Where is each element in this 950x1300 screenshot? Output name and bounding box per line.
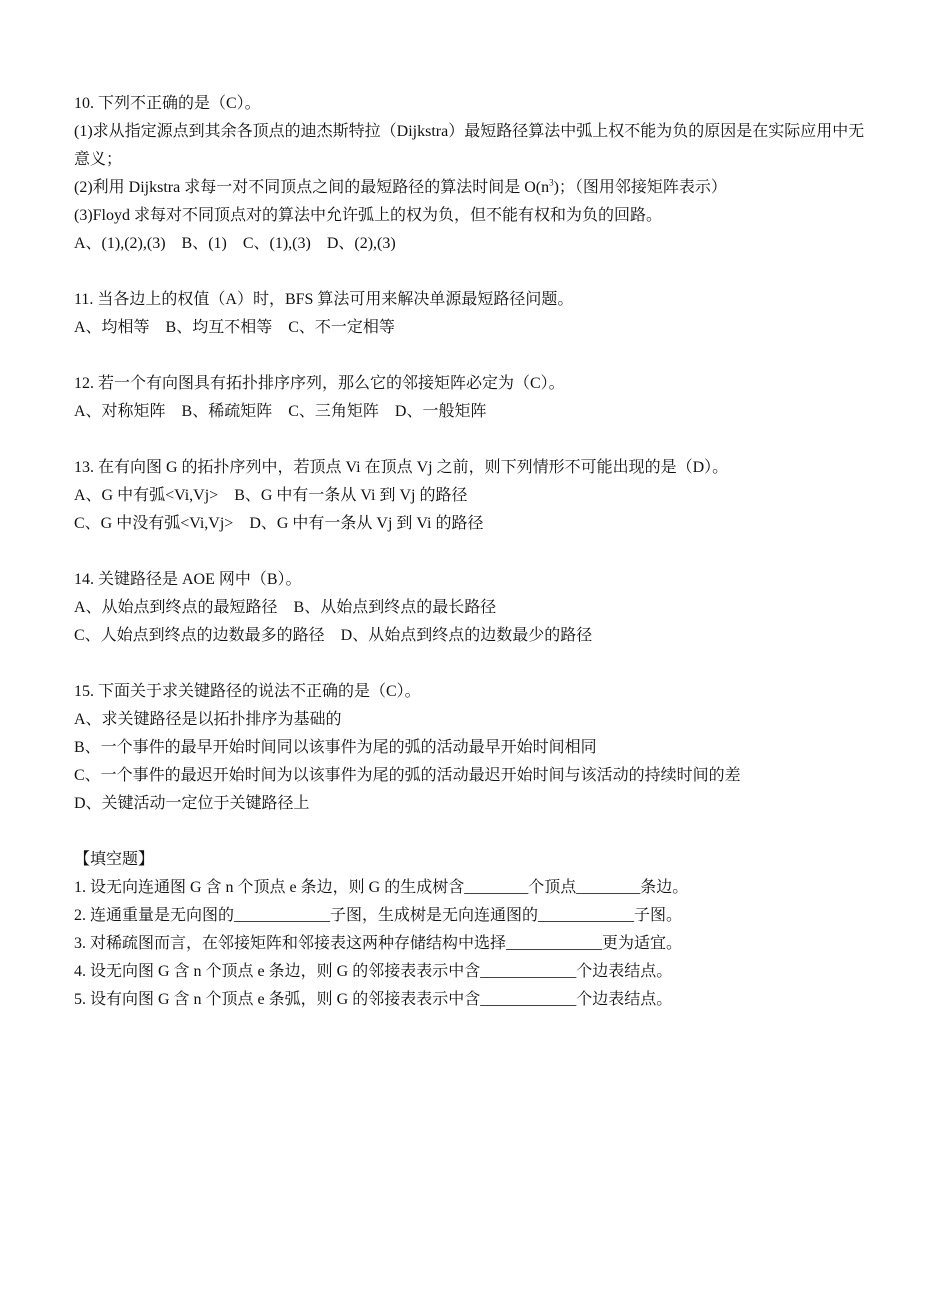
question-14-options-cd: C、人始点到终点的边数最多的路径 D、从始点到终点的边数最少的路径	[74, 627, 593, 644]
question-15-option-a: A、求关键路径是以拓扑排序为基础的	[74, 711, 342, 728]
question-10-item-2-exponent: 3	[549, 177, 554, 188]
question-11-stem: 11. 当各边上的权值（A）时，BFS 算法可用来解决单源最短路径问题。	[74, 291, 574, 308]
question-10-item-2-text: (2)利用 Dijkstra 求每一对不同顶点之间的最短路径的算法时间是 O(n	[74, 179, 550, 196]
question-15-option-b: B、一个事件的最早开始时间同以该事件为尾的弧的活动最早开始时间相同	[74, 739, 597, 756]
question-12-stem: 12. 若一个有向图具有拓扑排序序列，那么它的邻接矩阵必定为（C）。	[74, 375, 565, 392]
question-13-options-cd: C、G 中没有弧<Vi,Vj> D、G 中有一条从 Vj 到 Vi 的路径	[74, 515, 484, 532]
question-12-options: A、对称矩阵 B、稀疏矩阵 C、三角矩阵 D、一般矩阵	[74, 403, 487, 420]
question-10-stem: 10. 下列不正确的是（C）。	[74, 95, 261, 112]
spacer	[74, 342, 874, 370]
question-13-stem: 13. 在有向图 G 的拓扑序列中，若顶点 Vi 在顶点 Vj 之前，则下列情形不可能出现的是（D）。	[74, 459, 729, 476]
spacer	[74, 426, 874, 454]
question-13	[74, 454, 874, 538]
fill-in-item: 3. 对稀疏图而言，在邻接矩阵和邻接表这两种存储结构中选择____________更为适宜。	[74, 935, 683, 952]
question-12	[74, 370, 874, 426]
fill-in-item: 4. 设无向图 G 含 n 个顶点 e 条边，则 G 的邻接表表示中含____________个边表结点。	[74, 963, 673, 980]
question-11-options: A、均相等 B、均互不相等 C、不一定相等	[74, 319, 395, 336]
fill-in-item: 1. 设无向连通图 G 含 n 个顶点 e 条边，则 G 的生成树含________个顶点________条边。	[74, 879, 689, 896]
fill-in-heading: 【填空题】	[74, 851, 155, 868]
question-15	[74, 678, 874, 818]
fill-in-section	[74, 846, 874, 1014]
fill-in-item: 5. 设有向图 G 含 n 个顶点 e 条弧，则 G 的邻接表表示中含____________个边表结点。	[74, 991, 673, 1008]
spacer	[74, 258, 874, 286]
question-15-option-c: C、一个事件的最迟开始时间为以该事件为尾的弧的活动最迟开始时间与该活动的持续时间的差	[74, 767, 741, 784]
question-15-stem: 15. 下面关于求关键路径的说法不正确的是（C）。	[74, 683, 421, 700]
question-10-item-2-tail: )；（图用邻接矩阵表示）	[553, 179, 727, 196]
question-11	[74, 286, 874, 342]
spacer	[74, 818, 874, 846]
question-15-option-d: D、关键活动一定位于关键路径上	[74, 795, 310, 812]
question-10-options: A、(1),(2),(3) B、(1) C、(1),(3) D、(2),(3)	[74, 235, 396, 252]
document-page	[74, 90, 874, 1014]
spacer	[74, 650, 874, 678]
spacer	[74, 538, 874, 566]
question-14	[74, 566, 874, 650]
question-10-item-2	[74, 174, 874, 202]
question-10-item-3: (3)Floyd 求每对不同顶点对的算法中允许弧上的权为负，但不能有权和为负的回路。	[74, 207, 663, 224]
question-10	[74, 90, 874, 258]
fill-in-item: 2. 连通重量是无向图的____________子图，生成树是无向连通图的____________子图。	[74, 907, 683, 924]
question-13-options-ab: A、G 中有弧<Vi,Vj> B、G 中有一条从 Vi 到 Vj 的路径	[74, 487, 468, 504]
question-14-stem: 14. 关键路径是 AOE 网中（B）。	[74, 571, 302, 588]
question-10-item-1: (1)求从指定源点到其余各顶点的迪杰斯特拉（Dijkstra）最短路径算法中弧上权不能为负的原因是在实际应用中无意义；	[74, 123, 865, 168]
question-14-options-ab: A、从始点到终点的最短路径 B、从始点到终点的最长路径	[74, 599, 497, 616]
